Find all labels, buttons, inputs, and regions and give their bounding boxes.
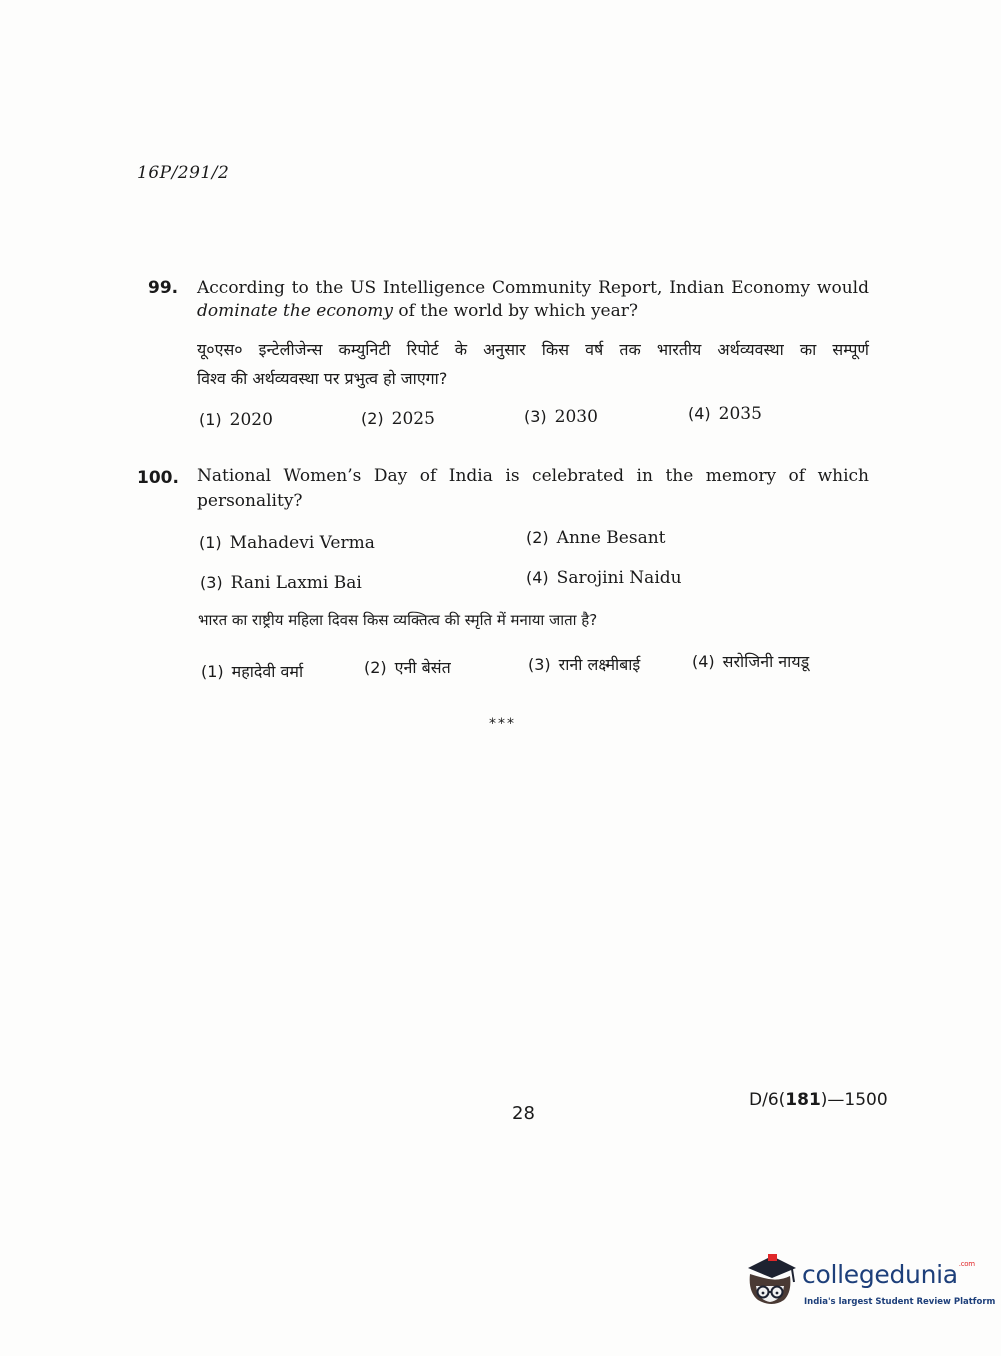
option-number: (2) <box>361 409 384 428</box>
print-code-bold: 181 <box>785 1090 821 1110</box>
option-text: 2035 <box>718 404 762 424</box>
option-2 <box>526 528 666 548</box>
option-number: (3) <box>528 655 551 674</box>
brand-name <box>802 1260 975 1289</box>
option-text: सरोजिनी नायडू <box>722 652 810 671</box>
option-number: (1) <box>201 662 224 681</box>
mascot-icon <box>742 1252 800 1310</box>
option-number: (4) <box>688 404 711 423</box>
option-text: एनी बेसंत <box>394 658 451 677</box>
question-number: 99. <box>148 278 179 298</box>
option-2 <box>361 409 435 429</box>
option-text: रानी लक्ष्मीबाई <box>558 655 641 674</box>
option-number: (2) <box>526 528 549 547</box>
option-text: 2020 <box>229 410 273 430</box>
hindi-option-2 <box>364 656 451 678</box>
brand-tagline: India's largest Student Review Platform <box>804 1297 996 1307</box>
option-number: (4) <box>526 568 549 587</box>
question-text-line2 <box>197 300 638 323</box>
collegedunia-logo <box>742 1252 996 1312</box>
question-text-line1: National Women’s Day of India is celebrated in the memory of which <box>197 466 869 486</box>
paper-code: 16P/291/2 <box>137 163 230 183</box>
option-number: (3) <box>524 407 547 426</box>
option-text: Rani Laxmi Bai <box>230 573 362 593</box>
option-4 <box>688 404 762 424</box>
end-mark: *** <box>489 716 516 732</box>
print-code <box>749 1090 888 1110</box>
hindi-question-line2: विश्व की अर्थव्यवस्था पर प्रभुत्व हो जाएगा? <box>197 369 448 388</box>
option-3 <box>200 573 362 593</box>
question-text-line2: personality? <box>197 491 303 511</box>
page-number: 28 <box>512 1103 535 1124</box>
hindi-option-4 <box>692 650 809 672</box>
hindi-option-3 <box>528 653 640 675</box>
option-number: (2) <box>364 658 387 677</box>
question-emphasis: dominate the economy <box>197 301 394 321</box>
print-code-prefix: D/6( <box>749 1090 786 1110</box>
option-number: (3) <box>200 573 223 592</box>
option-text: Anne Besant <box>556 528 666 548</box>
option-3 <box>524 407 598 427</box>
brand-text: collegedunia <box>802 1260 958 1289</box>
hindi-option-1 <box>201 660 303 682</box>
option-text: 2030 <box>554 407 598 427</box>
question-number: 100. <box>137 468 179 488</box>
option-number: (4) <box>692 652 715 671</box>
hindi-question-line1: यू०एस० इन्टेलीजेन्स कम्युनिटी रिपोर्ट के अनुसार किस वर्ष तक भारतीय अर्थव्यवस्था का सम्पूर्ण <box>197 340 869 359</box>
option-number: (1) <box>199 533 222 552</box>
option-text: Mahadevi Verma <box>229 533 375 553</box>
brand-dotcom: .com <box>958 1260 975 1268</box>
print-code-suffix: )—1500 <box>820 1090 888 1110</box>
option-1 <box>199 410 273 430</box>
option-1 <box>199 533 375 553</box>
question-text-rest: of the world by which year? <box>393 301 638 321</box>
hindi-question-line1: भारत का राष्ट्रीय महिला दिवस किस व्यक्तित्व की स्मृति में मनाया जाता है? <box>198 611 598 629</box>
option-number: (1) <box>199 410 222 429</box>
option-text: महादेवी वर्मा <box>231 662 304 681</box>
question-text-line1: According to the US Intelligence Community Report, Indian Economy would <box>197 278 869 298</box>
option-text: 2025 <box>391 409 435 429</box>
option-4 <box>526 568 682 588</box>
option-text: Sarojini Naidu <box>556 568 682 588</box>
